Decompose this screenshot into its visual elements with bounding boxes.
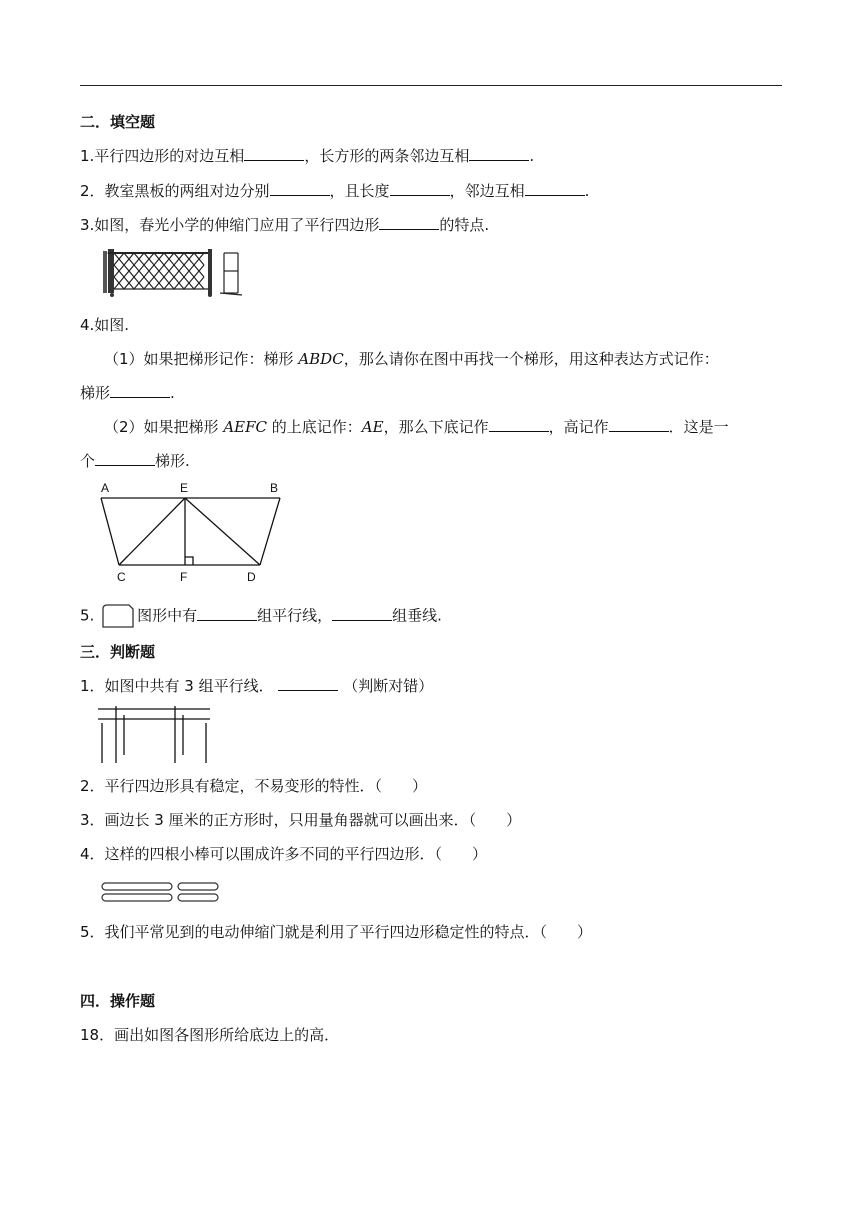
four-sticks-figure [100, 880, 222, 906]
answer-blank[interactable] [489, 417, 549, 432]
fill-question-2: 2．教室黑板的两组对边分别 ，且长度 ，邻边互相 . [80, 182, 590, 200]
fill-question-4-title: 4.如图. [80, 316, 130, 334]
fill-question-1: 1.平行四边形的对边互相 ，长方形的两条邻边互相 . [80, 147, 535, 165]
answer-blank[interactable] [110, 383, 170, 398]
vertex-label-d: D [247, 570, 256, 584]
answer-blank[interactable] [332, 606, 392, 621]
judge-question-2: 2．平行四边形具有稳定，不易变形的特性．（ ） [80, 777, 428, 795]
answer-blank[interactable] [278, 676, 338, 691]
fill-question-5: 5. 图形中有 组平行线， 组垂线. [80, 603, 442, 629]
answer-blank[interactable] [390, 181, 450, 196]
fill-question-4-part1: （1）如果把梯形记作：梯形 ABDC，那么请你在图中再找一个梯形，用这种表达方式记作： [104, 350, 719, 368]
answer-blank[interactable] [379, 215, 439, 230]
operate-question-18: 18．画出如图各图形所给底边上的高． [80, 1026, 340, 1044]
answer-blank[interactable] [525, 181, 585, 196]
retractable-gate-figure [100, 245, 260, 301]
answer-blank[interactable] [609, 417, 669, 432]
answer-blank[interactable] [270, 181, 330, 196]
vertex-label-a: A [101, 481, 110, 495]
section-heading-judge: 三．判断题 [80, 643, 156, 661]
header-rule [80, 85, 782, 86]
vertex-label-c: C [117, 570, 126, 584]
fill-question-3: 3.如图，春光小学的伸缩门应用了平行四边形 的特点. [80, 216, 490, 234]
section-heading-fill: 二．填空题 [80, 113, 156, 131]
section-heading-operate: 四．操作题 [80, 992, 156, 1010]
fill-question-4-part2-cont: 个 梯形. [80, 452, 190, 470]
fill-question-4-part1-cont: 梯形 . [80, 384, 175, 402]
judge-question-5: 5．我们平常见到的电动伸缩门就是利用了平行四边形稳定性的特点．（ ） [80, 923, 593, 941]
answer-blank[interactable] [95, 451, 155, 466]
answer-blank[interactable] [197, 606, 257, 621]
vertex-label-f: F [180, 570, 188, 584]
judge-question-3: 3．画边长 3 厘米的正方形时，只用量角器就可以画出来．（ ） [80, 811, 522, 829]
answer-blank[interactable] [469, 146, 529, 161]
trapezoid-figure [95, 478, 290, 586]
vertex-label-b: B [270, 481, 279, 495]
pentagon-shape-icon [101, 603, 135, 629]
judge-question-1: 1．如图中共有 3 组平行线． （判断对错） [80, 677, 434, 695]
answer-blank[interactable] [244, 146, 304, 161]
vertex-label-e: E [180, 481, 189, 495]
parallel-lines-figure [98, 703, 214, 765]
judge-question-4: 4．这样的四根小棒可以围成许多不同的平行四边形．（ ） [80, 845, 488, 863]
fill-question-4-part2: （2）如果把梯形 AEFC 的上底记作：AE，那么下底记作 ，高记作 ．这是一 [104, 418, 729, 436]
